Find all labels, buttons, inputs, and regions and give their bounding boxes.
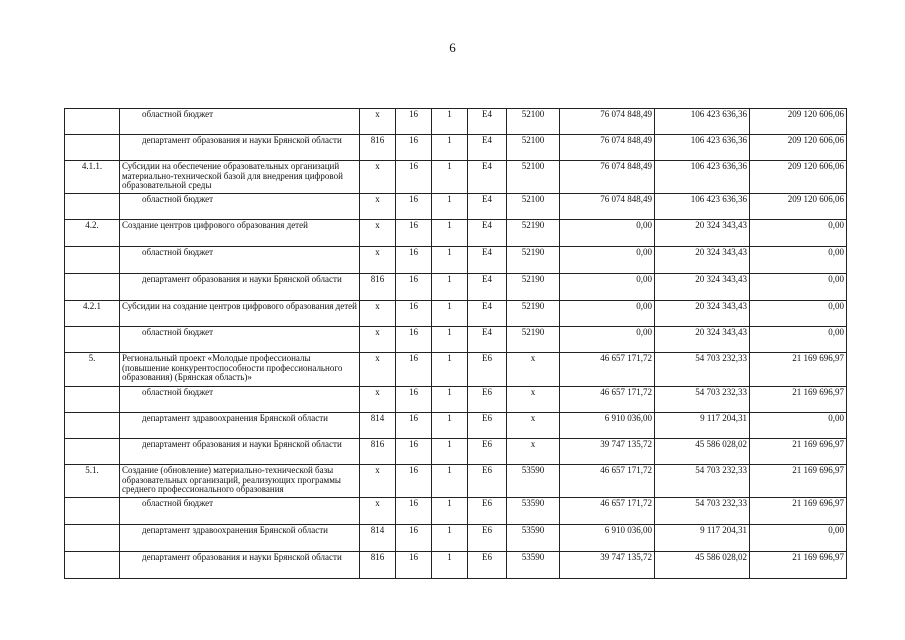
subsection-code: 1 [432,465,468,498]
expense-type-code: 53590 [507,498,560,525]
row-name: Субсидии на обеспечение образовательных организаций материально-технической базой для внедрения цифровой образовательной среды [120,161,360,194]
subsection-code: 1 [432,552,468,579]
row-number [65,387,120,413]
expense-type-code: 52190 [507,220,560,247]
table-row [65,161,847,194]
section-code: 16 [396,439,432,465]
row-name: департамент образования и науки Брянской области [120,274,360,301]
amount-year-2: 45 586 028,02 [655,439,750,465]
section-code: 16 [396,194,432,220]
amount-year-1: 76 074 848,49 [560,109,655,135]
amount-year-1: 76 074 848,49 [560,194,655,220]
subsection-code: 1 [432,327,468,353]
amount-year-3: 21 169 696,97 [750,465,847,498]
subsection-code: 1 [432,109,468,135]
section-code: 16 [396,525,432,552]
amount-year-1: 76 074 848,49 [560,161,655,194]
table-row [65,109,847,135]
table-row [65,413,847,439]
table-row [65,135,847,161]
section-code: 16 [396,465,432,498]
amount-year-1: 46 657 171,72 [560,387,655,413]
row-name: областной бюджет [120,194,360,220]
row-number [65,327,120,353]
amount-year-2: 54 703 232,33 [655,387,750,413]
amount-year-3: 209 120 606,06 [750,109,847,135]
grbs-code: x [360,327,396,353]
amount-year-3: 0,00 [750,274,847,301]
subsection-code: 1 [432,135,468,161]
amount-year-1: 39 747 135,72 [560,439,655,465]
row-number: 4.2.1 [65,301,120,327]
target-code: E4 [468,274,507,301]
amount-year-2: 9 117 204,31 [655,525,750,552]
target-code: E6 [468,387,507,413]
grbs-code: 816 [360,135,396,161]
amount-year-3: 0,00 [750,220,847,247]
target-code: E4 [468,220,507,247]
subsection-code: 1 [432,274,468,301]
subsection-code: 1 [432,220,468,247]
expense-type-code: 52100 [507,161,560,194]
subsection-code: 1 [432,439,468,465]
amount-year-2: 106 423 636,36 [655,135,750,161]
row-name: областной бюджет [120,387,360,413]
expense-type-code: 52100 [507,109,560,135]
grbs-code: x [360,161,396,194]
row-number: 5. [65,353,120,387]
row-number: 5.1. [65,465,120,498]
amount-year-1: 0,00 [560,274,655,301]
grbs-code: x [360,353,396,387]
table-row [65,439,847,465]
amount-year-3: 21 169 696,97 [750,552,847,579]
section-code: 16 [396,161,432,194]
table-row [65,327,847,353]
amount-year-1: 6 910 036,00 [560,413,655,439]
expense-type-code: x [507,353,560,387]
section-code: 16 [396,498,432,525]
amount-year-2: 106 423 636,36 [655,161,750,194]
expense-type-code: 52190 [507,301,560,327]
target-code: E6 [468,353,507,387]
amount-year-1: 0,00 [560,220,655,247]
row-name: департамент здравоохранения Брянской области [120,525,360,552]
subsection-code: 1 [432,161,468,194]
target-code: E4 [468,327,507,353]
subsection-code: 1 [432,353,468,387]
target-code: E4 [468,194,507,220]
subsection-code: 1 [432,525,468,552]
table-row [65,525,847,552]
table-row [65,387,847,413]
subsection-code: 1 [432,498,468,525]
amount-year-3: 0,00 [750,327,847,353]
table-row [65,552,847,579]
section-code: 16 [396,552,432,579]
row-name: департамент образования и науки Брянской области [120,135,360,161]
row-number [65,194,120,220]
amount-year-2: 54 703 232,33 [655,498,750,525]
subsection-code: 1 [432,194,468,220]
row-number: 4.1.1. [65,161,120,194]
row-number: 4.2. [65,220,120,247]
table-row [65,194,847,220]
subsection-code: 1 [432,247,468,274]
section-code: 16 [396,327,432,353]
grbs-code: x [360,387,396,413]
amount-year-2: 106 423 636,36 [655,194,750,220]
amount-year-1: 76 074 848,49 [560,135,655,161]
table-row [65,301,847,327]
amount-year-1: 46 657 171,72 [560,498,655,525]
amount-year-1: 6 910 036,00 [560,525,655,552]
section-code: 16 [396,413,432,439]
amount-year-3: 21 169 696,97 [750,498,847,525]
target-code: E4 [468,161,507,194]
table-body [65,109,847,579]
amount-year-1: 0,00 [560,301,655,327]
amount-year-2: 106 423 636,36 [655,109,750,135]
row-name: департамент образования и науки Брянской области [120,552,360,579]
row-name: областной бюджет [120,498,360,525]
amount-year-3: 0,00 [750,301,847,327]
amount-year-3: 209 120 606,06 [750,194,847,220]
amount-year-1: 46 657 171,72 [560,465,655,498]
grbs-code: x [360,498,396,525]
amount-year-1: 0,00 [560,247,655,274]
row-name: областной бюджет [120,247,360,274]
target-code: E6 [468,465,507,498]
section-code: 16 [396,353,432,387]
row-number [65,135,120,161]
target-code: E6 [468,439,507,465]
grbs-code: 816 [360,552,396,579]
row-name: департамент здравоохранения Брянской области [120,413,360,439]
table-row [65,247,847,274]
amount-year-2: 9 117 204,31 [655,413,750,439]
section-code: 16 [396,387,432,413]
amount-year-1: 0,00 [560,327,655,353]
row-number [65,498,120,525]
amount-year-2: 54 703 232,33 [655,353,750,387]
expense-type-code: x [507,439,560,465]
grbs-code: x [360,194,396,220]
grbs-code: x [360,247,396,274]
grbs-code: 816 [360,439,396,465]
table-row [65,465,847,498]
amount-year-2: 20 324 343,43 [655,247,750,274]
table-row [65,498,847,525]
expense-type-code: 52190 [507,247,560,274]
expense-type-code: 52100 [507,135,560,161]
table-row [65,353,847,387]
amount-year-2: 20 324 343,43 [655,301,750,327]
grbs-code: x [360,220,396,247]
grbs-code: 814 [360,525,396,552]
expense-type-code: 52190 [507,327,560,353]
subsection-code: 1 [432,413,468,439]
target-code: E6 [468,552,507,579]
subsection-code: 1 [432,301,468,327]
subsection-code: 1 [432,387,468,413]
expense-type-code: 53590 [507,552,560,579]
amount-year-3: 209 120 606,06 [750,135,847,161]
row-name: Региональный проект «Молодые профессионалы (повышение конкурентоспособности профессионального образования) (Брянская область)» [120,353,360,387]
row-number [65,413,120,439]
row-name: Субсидии на создание центров цифрового образования детей [120,301,360,327]
amount-year-3: 21 169 696,97 [750,353,847,387]
grbs-code: x [360,301,396,327]
amount-year-2: 20 324 343,43 [655,220,750,247]
row-number [65,247,120,274]
target-code: E6 [468,413,507,439]
amount-year-2: 45 586 028,02 [655,552,750,579]
amount-year-2: 20 324 343,43 [655,274,750,301]
target-code: E4 [468,301,507,327]
table-row [65,220,847,247]
amount-year-3: 209 120 606,06 [750,161,847,194]
page-number: 6 [449,40,456,55]
amount-year-1: 46 657 171,72 [560,353,655,387]
row-number [65,525,120,552]
row-name: Создание (обновление) материально-технической базы образовательных организаций, реализующих программы среднего профессионального образования [120,465,360,498]
target-code: E6 [468,498,507,525]
grbs-code: x [360,465,396,498]
section-code: 16 [396,301,432,327]
expense-type-code: 53590 [507,525,560,552]
target-code: E6 [468,525,507,552]
amount-year-1: 39 747 135,72 [560,552,655,579]
amount-year-3: 21 169 696,97 [750,439,847,465]
grbs-code: x [360,109,396,135]
section-code: 16 [396,109,432,135]
amount-year-3: 0,00 [750,525,847,552]
row-number [65,274,120,301]
row-name: областной бюджет [120,327,360,353]
expense-type-code: 52100 [507,194,560,220]
expense-type-code: x [507,413,560,439]
expense-type-code: 52190 [507,274,560,301]
row-name: Создание центров цифрового образования детей [120,220,360,247]
amount-year-3: 21 169 696,97 [750,387,847,413]
budget-table [64,108,847,579]
amount-year-2: 54 703 232,33 [655,465,750,498]
target-code: E4 [468,135,507,161]
section-code: 16 [396,135,432,161]
expense-type-code: 53590 [507,465,560,498]
row-number [65,109,120,135]
grbs-code: 816 [360,274,396,301]
row-name: областной бюджет [120,109,360,135]
section-code: 16 [396,247,432,274]
target-code: E4 [468,109,507,135]
row-name: департамент образования и науки Брянской области [120,439,360,465]
expense-type-code: x [507,387,560,413]
section-code: 16 [396,274,432,301]
amount-year-3: 0,00 [750,247,847,274]
row-number [65,439,120,465]
grbs-code: 814 [360,413,396,439]
target-code: E4 [468,247,507,274]
amount-year-2: 20 324 343,43 [655,327,750,353]
table-row [65,274,847,301]
amount-year-3: 0,00 [750,413,847,439]
row-number [65,552,120,579]
section-code: 16 [396,220,432,247]
